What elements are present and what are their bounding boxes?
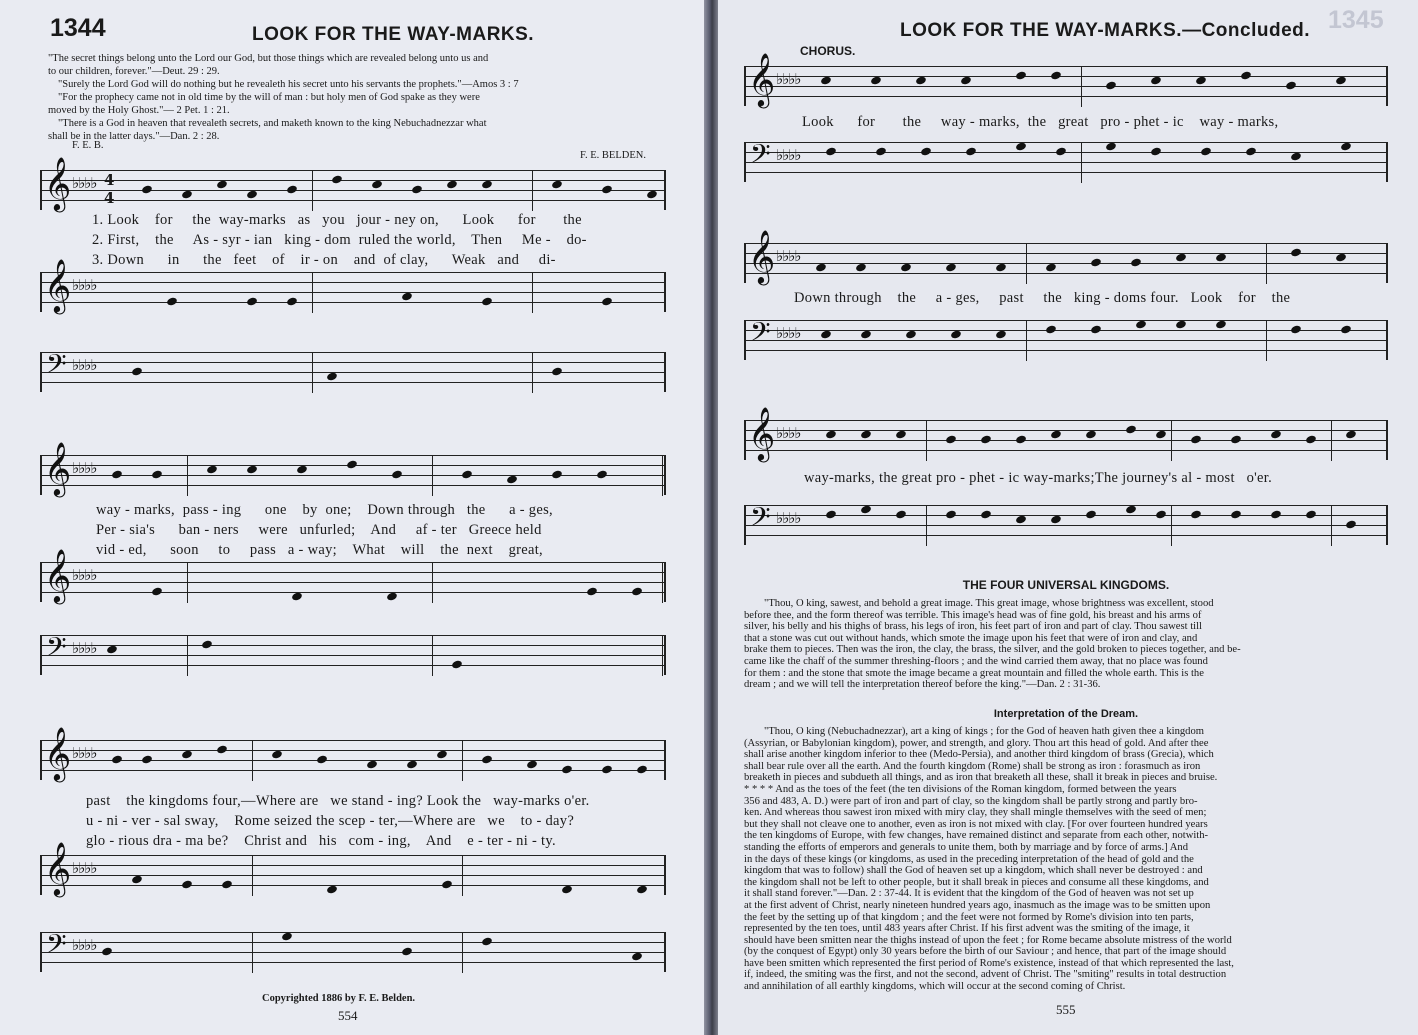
note-head: [1195, 76, 1207, 86]
key-signature-icon: ♭♭♭♭: [72, 174, 97, 192]
note-head: [436, 750, 448, 760]
note-head: [326, 372, 338, 382]
treble-staff: [744, 229, 1388, 283]
note-head: [1085, 430, 1097, 440]
text-line: in the days of these kings (or kingdoms, as used in the preceding interpretation of the head of gold and the: [744, 853, 1194, 865]
note-head: [905, 330, 917, 340]
epigraph-line: "There is a God in heaven that revealeth secrets, and maketh known to the king Nebuchadnezzar what: [58, 118, 487, 129]
note-head: [1045, 325, 1057, 335]
note-head: [1015, 515, 1027, 525]
note-head: [411, 185, 423, 195]
lyric-verse-1: way - marks, pass - ing one by one; Down through the a - ges,: [96, 502, 553, 518]
bar-line: [312, 272, 313, 313]
note-head: [601, 765, 613, 775]
bar-line: [1026, 320, 1027, 361]
note-head: [181, 880, 193, 890]
lyric-verse-1: past the kingdoms four,—Where are we stand - ing? Look the way-marks o'er.: [86, 793, 590, 809]
bar-line: [1026, 243, 1027, 284]
note-head: [825, 510, 837, 520]
note-head: [141, 185, 153, 195]
text-line: for them : and the stone that smote the image became a great mountain and filled the whole earth. This is the: [744, 667, 1204, 679]
note-head: [246, 297, 258, 307]
subheading: Interpretation of the Dream.: [993, 708, 1139, 720]
bar-line: [252, 932, 253, 973]
epigraph-line: "Surely the Lord God will do nothing but he revealeth his secret unto his servants the prophets."—Amos 3 : 7: [58, 79, 519, 90]
note-head: [1230, 435, 1242, 445]
bar-line: [1331, 505, 1332, 546]
note-head: [1175, 320, 1187, 330]
note-head: [1290, 248, 1302, 258]
treble-clef-icon: 𝄞: [748, 406, 776, 460]
note-head: [401, 947, 413, 957]
section-text: [744, 598, 1392, 691]
note-head: [151, 587, 163, 597]
note-head: [406, 760, 418, 770]
note-head: [631, 952, 643, 962]
note-head: [561, 765, 573, 775]
bass-staff: [40, 928, 666, 972]
key-signature-icon: ♭♭♭♭: [776, 146, 801, 164]
interpretation-text: [744, 726, 1392, 993]
right-page: [718, 0, 1418, 1035]
note-head: [131, 367, 143, 377]
note-head: [371, 180, 383, 190]
text-line: represented by the ten toes, until 483 years after Christ. If his first advent was the smiting of the image, it: [744, 923, 1190, 935]
key-signature-icon: ♭♭♭♭: [776, 70, 801, 88]
note-head: [895, 510, 907, 520]
note-head: [1270, 510, 1282, 520]
text-line: shall bear rule over all the earth. And the fourth kingdom (Rome) shall be strong as iron : forasmuch as iron: [744, 760, 1201, 772]
treble-staff: [744, 52, 1388, 106]
note-head: [481, 937, 493, 947]
note-head: [995, 330, 1007, 340]
key-signature-icon: ♭♭♭♭: [72, 744, 97, 762]
note-head: [965, 147, 977, 157]
note-head: [561, 885, 573, 895]
treble-staff: [40, 156, 666, 210]
note-head: [246, 190, 258, 200]
text-line: "Thou, O king, sawest, and behold a great image. This great image, whose brightness was excellent, stood: [764, 598, 1214, 609]
text-line: the ten kingdoms of Europe, with few changes, have remained distinct and separate from each other, notwith-: [744, 830, 1209, 842]
text-line: brake them to pieces. Then was the iron, the clay, the brass, the silver, and the gold broken to pieces together, and be-: [744, 644, 1241, 656]
note-head: [1345, 430, 1357, 440]
note-head: [915, 76, 927, 86]
bass-clef-icon: 𝄢: [46, 631, 67, 669]
note-head: [895, 430, 907, 440]
note-head: [631, 587, 643, 597]
text-line: breaketh in pieces and subdueth all things, and as iron that breaketh all these, shall it break in pieces and bruise.: [744, 772, 1218, 784]
note-head: [451, 660, 463, 670]
bar-line: [926, 420, 927, 461]
note-head: [1230, 510, 1242, 520]
note-head: [1215, 253, 1227, 263]
note-head: [131, 875, 143, 885]
bass-staff: [744, 138, 1388, 182]
note-head: [960, 76, 972, 86]
note-head: [1045, 263, 1057, 273]
text-line: that a stone was cut out without hands, which smote the image upon his feet that were of iron and clay, and: [744, 632, 1198, 644]
note-head: [1240, 71, 1252, 81]
treble-clef-icon: 𝄞: [44, 441, 72, 495]
note-head: [636, 765, 648, 775]
note-head: [980, 510, 992, 520]
treble-staff: [40, 726, 666, 780]
key-signature-icon: ♭♭♭♭: [72, 639, 97, 657]
text-line: dream ; and we will tell the interpretation thereof before the king."—Dan. 2 : 31-36.: [744, 679, 1101, 691]
note-head: [111, 755, 123, 765]
text-line: 356 and 483, A. D.) were part of iron and part of clay, so the kingdom shall be partly strong and partly bro-: [744, 795, 1198, 807]
note-head: [1105, 142, 1117, 152]
note-head: [346, 460, 358, 470]
note-head: [860, 505, 872, 515]
note-head: [1090, 325, 1102, 335]
text-line: at the first advent of Christ, nearly nineteen hundred years ago, inasmuch as the image was to be smitten upon: [744, 899, 1211, 911]
note-head: [920, 147, 932, 157]
note-head: [316, 755, 328, 765]
note-head: [950, 330, 962, 340]
note-head: [1050, 430, 1062, 440]
note-head: [1105, 81, 1117, 91]
key-signature-icon: ♭♭♭♭: [776, 324, 801, 342]
note-head: [1305, 510, 1317, 520]
bass-clef-icon: 𝄢: [750, 501, 771, 539]
note-head: [441, 880, 453, 890]
key-signature-icon: ♭♭♭♭: [776, 424, 801, 442]
bass-staff: [744, 316, 1388, 360]
bar-line: [532, 170, 533, 211]
note-head: [596, 470, 608, 480]
note-head: [111, 470, 123, 480]
note-head: [271, 750, 283, 760]
epigraph-line: to our children, forever."—Deut. 29 : 29.: [48, 66, 220, 77]
left-page: [0, 0, 704, 1035]
epigraph: [48, 52, 519, 143]
note-head: [1335, 253, 1347, 263]
key-signature-icon: ♭♭♭♭: [72, 356, 97, 374]
copyright-notice: Copyrighted 1886 by F. E. Belden.: [262, 993, 416, 1004]
note-head: [141, 755, 153, 765]
note-head: [551, 367, 563, 377]
note-head: [216, 745, 228, 755]
note-head: [181, 750, 193, 760]
bar-line: [662, 455, 663, 496]
bar-line: [187, 455, 188, 496]
key-signature-icon: ♭♭♭♭: [72, 936, 97, 954]
note-head: [995, 263, 1007, 273]
key-signature-icon: ♭♭♭♭: [776, 247, 801, 265]
note-head: [201, 640, 213, 650]
note-head: [860, 330, 872, 340]
chorus-lyric-line-3: way-marks, the great pro - phet - ic way-marks;The journey's al - most o'er.: [804, 470, 1273, 486]
bass-clef-icon: 𝄢: [46, 928, 67, 966]
note-head: [1155, 430, 1167, 440]
note-head: [291, 592, 303, 602]
note-head: [900, 263, 912, 273]
note-head: [1245, 147, 1257, 157]
lyric-verse-1: 1. Look for the way-marks as you jour - ney on, Look for the: [92, 212, 582, 228]
note-head: [331, 175, 343, 185]
note-head: [945, 435, 957, 445]
bar-line: [1171, 505, 1172, 546]
bass-staff: [40, 348, 666, 392]
epigraph-line: shall be in the latter days."—Dan. 2 : 28.: [48, 131, 220, 142]
chorus-lyric-line-2: Down through the a - ges, past the king - doms four. Look for the: [794, 290, 1291, 306]
note-head: [296, 465, 308, 475]
bass-clef-icon: 𝄢: [46, 348, 67, 386]
bar-line: [1331, 420, 1332, 461]
note-head: [1345, 520, 1357, 530]
bar-line: [187, 562, 188, 603]
note-head: [506, 475, 518, 485]
bar-line: [1081, 142, 1082, 183]
note-head: [870, 76, 882, 86]
text-line: standing the efforts of emperors and generals to unite them, both by marriage and by force of arms.] And: [744, 841, 1189, 853]
text-line: have been smitten which represented the first period of Rome's existence, instead of that which represented the last,: [744, 957, 1234, 969]
note-head: [1050, 515, 1062, 525]
bar-line: [312, 170, 313, 211]
bass-clef-icon: 𝄢: [750, 316, 771, 354]
text-line: kingdom that was to follow) shall the God of heaven set up a kingdom, which shall never be destroyed : and: [744, 865, 1203, 877]
lyric-verse-2: 2. First, the As - syr - ian king - dom ruled the world, Then Me - do-: [92, 232, 587, 248]
note-head: [1130, 258, 1142, 268]
note-head: [980, 435, 992, 445]
note-head: [1150, 147, 1162, 157]
note-head: [1340, 142, 1352, 152]
note-head: [820, 330, 832, 340]
treble-staff: [40, 441, 666, 495]
note-head: [246, 465, 258, 475]
note-head: [281, 932, 293, 942]
bass-staff: [744, 501, 1388, 545]
words-credit: F. E. B.: [72, 140, 104, 151]
note-head: [1125, 505, 1137, 515]
bar-line: [432, 635, 433, 676]
note-head: [551, 470, 563, 480]
bar-line: [1171, 420, 1172, 461]
note-head: [326, 885, 338, 895]
text-line: before thee, and the form thereof was terrible. This image's head was of fine gold, his breast and his arms of: [744, 609, 1202, 621]
note-head: [481, 180, 493, 190]
lyric-verse-3: 3. Down in the feet of ir - on and of clay, Weak and di-: [92, 252, 556, 268]
text-line: shall arise another kingdom inferior to thee (Medo-Persia), and another third kingdom of brass (Grecia), which: [744, 749, 1214, 761]
note-head: [366, 760, 378, 770]
chorus-label: CHORUS.: [800, 44, 856, 58]
chorus-lyric-line-1: Look for the way - marks, the great pro - phet - ic way - marks,: [802, 114, 1279, 130]
text-line: ken. And whereas thou sawest iron mixed with miry clay, they shall mingle themselves with the seed of men;: [744, 807, 1207, 819]
bar-line: [187, 635, 188, 676]
time-signature: 4 4: [104, 171, 115, 207]
note-head: [820, 76, 832, 86]
key-signature-icon: ♭♭♭♭: [72, 276, 97, 294]
text-line: if, indeed, the smiting was the first, and not the second, advent of Christ. The "smiting" results in total destruction: [744, 969, 1227, 981]
note-head: [586, 587, 598, 597]
note-head: [1155, 510, 1167, 520]
note-head: [1340, 325, 1352, 335]
bar-line: [662, 635, 663, 676]
key-signature-icon: ♭♭♭♭: [776, 509, 801, 527]
bar-line: [432, 562, 433, 603]
epigraph-line: "The secret things belong unto the Lord our God, but those things which are revealed belong unto us and: [48, 53, 489, 64]
bar-line: [1081, 66, 1082, 107]
epigraph-line: moved by the Holy Ghost."— 2 Pet. 1 : 21.: [48, 105, 230, 116]
bass-clef-icon: 𝄢: [750, 138, 771, 176]
note-head: [1270, 430, 1282, 440]
bar-line: [462, 932, 463, 973]
text-line: (by the conquest of Egypt) only 30 years before the birth of our Saviour ; and hence, that part of the image should: [744, 946, 1227, 958]
section-heading: THE FOUR UNIVERSAL KINGDOMS.: [962, 578, 1170, 592]
note-head: [1150, 76, 1162, 86]
note-head: [1055, 147, 1067, 157]
note-head: [391, 470, 403, 480]
text-line: came like the chaff of the summer threshing-floors ; and the wind carried them away, that no place was found: [744, 655, 1208, 667]
note-head: [206, 465, 218, 475]
note-head: [601, 297, 613, 307]
note-head: [1290, 152, 1302, 162]
bar-line: [312, 352, 313, 393]
note-head: [945, 510, 957, 520]
note-head: [151, 470, 163, 480]
note-head: [551, 180, 563, 190]
text-line: "Thou, O king (Nebuchadnezzar), art a king of kings ; for the God of heaven hath given thee a kingdom: [764, 726, 1205, 737]
note-head: [945, 263, 957, 273]
note-head: [825, 430, 837, 440]
bar-line: [252, 855, 253, 896]
treble-staff: [744, 406, 1388, 460]
note-head: [1200, 147, 1212, 157]
note-head: [1175, 253, 1187, 263]
bar-line: [252, 740, 253, 781]
note-head: [221, 880, 233, 890]
text-line: should have been smitten near the thighs instead of upon the feet ; for Rome became absolute mistress of the world: [744, 934, 1232, 946]
note-head: [106, 645, 118, 655]
note-head: [1015, 435, 1027, 445]
note-head: [481, 297, 493, 307]
note-head: [166, 297, 178, 307]
note-head: [101, 947, 113, 957]
treble-clef-icon: 𝄞: [748, 52, 776, 106]
bar-line: [1266, 320, 1267, 361]
text-line: it shall stand forever."—Dan. 2 : 37-44. It is evident that the kingdom of the God of heaven was not set up: [744, 888, 1194, 900]
right-page-number: 1345: [1328, 6, 1384, 34]
note-head: [1135, 320, 1147, 330]
note-head: [815, 263, 827, 273]
note-head: [461, 470, 473, 480]
note-head: [286, 185, 298, 195]
music-credit: F. E. BELDEN.: [580, 150, 646, 161]
treble-clef-icon: 𝄞: [44, 726, 72, 780]
note-head: [1215, 320, 1227, 330]
bass-staff: [40, 631, 666, 675]
note-head: [481, 755, 493, 765]
note-head: [646, 190, 658, 200]
right-footer-number: 555: [1056, 1002, 1076, 1017]
note-head: [1125, 425, 1137, 435]
left-page-number: 1344: [50, 14, 106, 42]
note-head: [1190, 435, 1202, 445]
note-head: [825, 147, 837, 157]
lyric-verse-2: u - ni - ver - sal sway, Rome seized the scep - ter,—Where are we to - day?: [86, 813, 575, 829]
left-footer-number: 554: [338, 1008, 358, 1023]
treble-clef-icon: 𝄞: [748, 229, 776, 283]
text-line: and annihilation of all earthly kingdoms, which will occur at the second coming of Christ.: [744, 981, 1126, 993]
key-signature-icon: ♭♭♭♭: [72, 459, 97, 477]
bar-line: [462, 740, 463, 781]
key-signature-icon: ♭♭♭♭: [72, 566, 97, 584]
treble-clef-icon: 𝄞: [44, 548, 72, 602]
hymn-title: LOOK FOR THE WAY-MARKS.: [252, 24, 535, 45]
note-head: [1090, 258, 1102, 268]
note-head: [860, 430, 872, 440]
text-line: (Assyrian, or Babylonian kingdom), power, and strength, and glory. Thou art this head of gold. And after thee: [744, 737, 1209, 749]
lyric-verse-3: glo - rious dra - ma be? Christ and his com - ing, And e - ter - ni - ty.: [86, 833, 556, 849]
note-head: [1050, 71, 1062, 81]
treble-clef-icon: 𝄞: [44, 841, 72, 895]
note-head: [1015, 71, 1027, 81]
bar-line: [926, 505, 927, 546]
note-head: [1015, 142, 1027, 152]
text-line: but they shall not cleave one to another, even as iron is not mixed with clay. [For over fourteen hundred years: [744, 818, 1208, 830]
note-head: [875, 147, 887, 157]
note-head: [181, 190, 193, 200]
bar-line: [532, 352, 533, 393]
note-head: [1190, 510, 1202, 520]
text-line: silver, his belly and his thighs of brass, his legs of iron, his feet part of iron and part of clay. Thou sawest till: [744, 621, 1202, 633]
bar-line: [432, 455, 433, 496]
note-head: [386, 592, 398, 602]
note-head: [1305, 435, 1317, 445]
note-head: [636, 885, 648, 895]
note-head: [401, 292, 413, 302]
lyric-verse-3: vid - ed, soon to pass a - way; What will the next great,: [96, 542, 543, 558]
bar-line: [662, 562, 663, 603]
bar-line: [1266, 243, 1267, 284]
hymn-title-concluded: LOOK FOR THE WAY-MARKS.—Concluded.: [900, 20, 1311, 41]
text-line: * * * * And as the toes of the feet (the ten divisions of the Roman kingdom, formed between the years: [744, 783, 1177, 795]
bar-line: [462, 855, 463, 896]
note-head: [286, 297, 298, 307]
text-line: the kingdom shall not be left to other people, but it shall break in pieces and consume all these kingdoms, and: [744, 876, 1209, 888]
note-head: [216, 180, 228, 190]
key-signature-icon: ♭♭♭♭: [72, 859, 97, 877]
bar-line: [532, 272, 533, 313]
note-head: [446, 180, 458, 190]
note-head: [1085, 510, 1097, 520]
text-line: the feet by the setting up of that kingdom ; and the feet were not formed by Rome's division into ten parts,: [744, 911, 1194, 923]
treble-clef-icon: 𝄞: [44, 156, 72, 210]
treble-clef-icon: 𝄞: [44, 258, 72, 312]
note-head: [1335, 76, 1347, 86]
note-head: [855, 263, 867, 273]
note-head: [526, 760, 538, 770]
epigraph-line: "For the prophecy came not in old time by the will of man : but holy men of God spake as they were: [58, 92, 480, 103]
note-head: [1290, 325, 1302, 335]
lyric-verse-2: Per - sia's ban - ners were unfurled; And af - ter Greece held: [96, 522, 542, 538]
note-head: [601, 185, 613, 195]
note-head: [1285, 81, 1297, 91]
